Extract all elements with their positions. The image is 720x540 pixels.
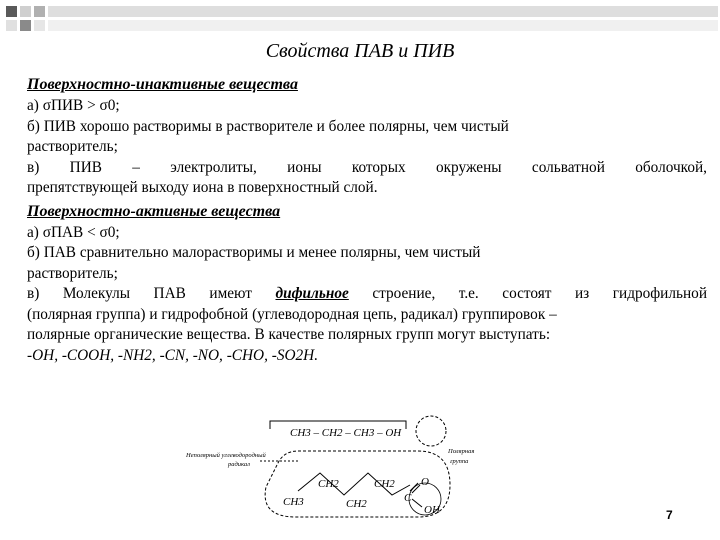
square-icon	[34, 6, 45, 17]
decorative-squares	[0, 0, 720, 44]
active-item-c-line3: полярные органические вещества. В качестве полярных групп могут выступать:	[27, 326, 551, 343]
slide-title: Свойства ПАВ и ПИВ	[265, 40, 455, 62]
formula-text: CH3 – CH2 – CH3 – OH	[290, 427, 402, 439]
inactive-item-b-line2: растворитель;	[27, 138, 118, 155]
difilnoe-word: дифильное	[275, 285, 349, 302]
decorative-bar	[48, 20, 718, 31]
square-icon	[20, 20, 31, 31]
active-heading: Поверхностно-активные вещества	[27, 202, 281, 220]
square-icon	[20, 6, 31, 17]
inactive-heading: Поверхностно-инактивные вещества	[27, 76, 298, 93]
ch3-group: CH3	[283, 496, 304, 508]
page-number: 7	[666, 508, 673, 522]
active-item-c-line2: (полярная группа) и гидрофобной (углеводородная цепь, радикал) группировок –	[27, 305, 557, 323]
active-c1-pre: в) Молекулы ПАВ имеют	[27, 285, 252, 302]
inactive-item-b-line1: б) ПИВ хорошо растворимы в растворителе и более полярны, чем чистый	[27, 117, 509, 135]
oxygen-atom: O	[421, 476, 429, 488]
active-item-a: а) σПАВ < σ0;	[27, 223, 120, 241]
decorative-bar	[48, 6, 718, 17]
inactive-item-a: а) σПИВ > σ0;	[27, 97, 120, 114]
slide-content	[27, 74, 707, 366]
active-item-b-line1: б) ПАВ сравнительно малорастворимы и менее полярны, чем чистый	[27, 244, 481, 261]
carbon-atom: C	[404, 492, 412, 504]
hydroxyl-group: OH	[424, 504, 440, 516]
active-c1-post: строение, т.е. состоят из гидрофильной	[372, 285, 707, 302]
square-icon	[34, 20, 45, 31]
surfactant-molecule-diagram	[178, 405, 498, 525]
inactive-item-c-line2: препятствующей выходу иона в поверхностный слой.	[27, 179, 378, 196]
active-item-b-line2: растворитель;	[27, 264, 118, 282]
square-icon	[6, 20, 17, 31]
active-item-c-line1	[27, 284, 707, 305]
inactive-item-c-line1: в) ПИВ – электролиты, ионы которых окружены сольватной оболочкой,	[27, 158, 707, 176]
label-left-2: радикал	[228, 461, 251, 468]
single-bond	[412, 499, 422, 507]
label-left-1: Неполярный углеводородный	[186, 452, 266, 459]
square-icon	[6, 6, 17, 17]
ch2-group-3: CH2	[374, 478, 395, 490]
active-item-c-line4: -OH, -COOH, -NH2, -CN, -NO, -CHO, -SO2H.	[27, 346, 319, 364]
polar-group-circle	[416, 416, 446, 446]
ch2-group-1: CH2	[318, 478, 339, 490]
label-right-2: группа	[450, 458, 469, 465]
ch2-group-2: CH2	[346, 498, 367, 510]
label-right-1: Полярная	[448, 448, 475, 455]
